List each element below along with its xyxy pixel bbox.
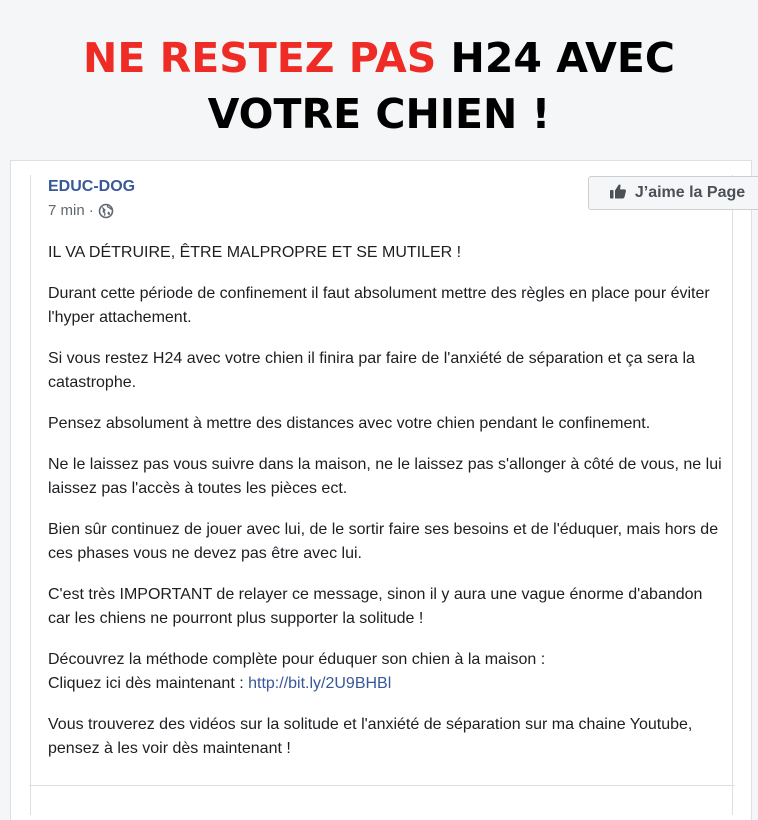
headline-line-2: VOTRE CHIEN ! (207, 90, 551, 138)
method-paragraph (48, 648, 728, 696)
click-prefix: Cliquez ici dès maintenant : (48, 675, 244, 692)
post-paragraph: C'est très IMPORTANT de relayer ce message, sinon il y aura une vague énorme d'abandon car les chiens ne pourront plus supporter la solitude ! (48, 586, 703, 627)
post-content-frame (30, 175, 746, 815)
like-page-button[interactable] (588, 176, 758, 210)
headline-line-1 (0, 30, 758, 86)
like-page-label: J’aime la Page (634, 184, 746, 201)
post-paragraph: Durant cette période de confinement il faut absolument mettre des règles en place pour éviter l'hyper attachement. (48, 285, 710, 326)
post-card (10, 160, 752, 820)
post-divider (29, 785, 735, 786)
thumbs-up-icon (609, 183, 627, 204)
method-link[interactable]: http://bit.ly/2U9BHBl (248, 675, 392, 692)
headline-red-text: NE RESTEZ PAS (83, 34, 437, 82)
method-line: Découvrez la méthode complète pour éduquer son chien à la maison : (48, 651, 546, 668)
post-paragraph: Bien sûr continuez de jouer avec lui, de le sortir faire ses besoins et de l'éduquer, mais hors de ces phases vous ne devez pas être avec lui. (48, 521, 719, 562)
headline-banner (0, 0, 758, 160)
globe-icon (98, 203, 114, 219)
post-paragraph: Pensez absolument à mettre des distances avec votre chien pendant le confinement. (48, 415, 651, 432)
post-paragraph: Si vous restez H24 avec votre chien il finira par faire de l'anxiété de séparation et ça sera la catastrophe. (48, 350, 695, 391)
page-name-link[interactable]: EDUC-DOG (48, 178, 136, 195)
post-paragraph: IL VA DÉTRUIRE, ÊTRE MALPROPRE ET SE MUTILER ! (48, 244, 462, 261)
headline-black-text: H24 AVEC (450, 34, 675, 82)
post-meta (48, 202, 114, 219)
post-paragraph: Ne le laissez pas vous suivre dans la maison, ne le laissez pas s'allonger à côté de vous, ne lui laissez pas l'accès à toutes les pièces ect. (48, 456, 722, 497)
post-text (48, 241, 728, 778)
post-time[interactable]: 7 min (48, 202, 85, 219)
meta-separator: · (88, 202, 94, 219)
post-paragraph: Vous trouverez des vidéos sur la solitude et l'anxiété de séparation sur ma chaine Youtube, pensez à les voir dès maintenant ! (48, 716, 693, 757)
